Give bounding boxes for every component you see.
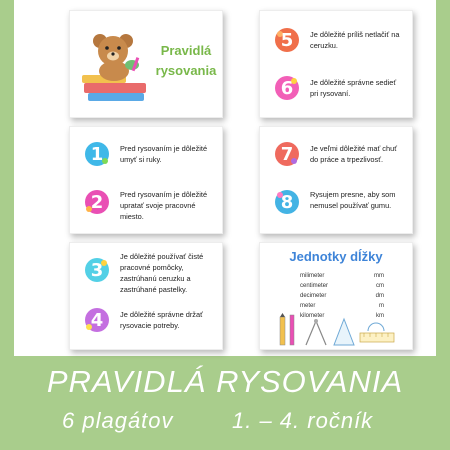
unit-abbr: cm (376, 283, 384, 289)
rules-7-8-card (259, 126, 413, 234)
number-7-badge (272, 139, 302, 169)
unit-name: meter (300, 303, 316, 309)
svg-text:6: 6 (280, 78, 294, 99)
poster-title-line2: rysovania (155, 63, 217, 78)
rule-5-row (260, 17, 412, 67)
rule-8-row (260, 179, 412, 229)
unit-row (300, 301, 384, 311)
rule-7-text: Je veľmi dôležité mať chuť do práce a trpezlivosť. (310, 144, 397, 164)
number-8-badge (272, 187, 302, 217)
rule-4-row (70, 297, 222, 347)
banner-subtitle-posters: 6 plagátov (62, 408, 174, 433)
number-2-badge (82, 187, 112, 217)
unit-row (300, 281, 384, 291)
poster-area (14, 0, 436, 356)
rules-3-4-card (69, 242, 223, 350)
number-6-badge (272, 73, 302, 103)
poster-title (150, 41, 222, 81)
unit-row (300, 271, 384, 281)
svg-text:8: 8 (280, 192, 294, 213)
number-4-badge (82, 305, 112, 335)
unit-name: kilometer (300, 313, 325, 319)
banner-title: PRAVIDLÁ RYSOVANIA (46, 364, 404, 399)
rule-6-text: Je dôležité správne sedieť pri rysovaní. (310, 78, 397, 98)
unit-abbr: km (376, 313, 384, 319)
svg-text:5: 5 (280, 30, 294, 51)
number-1-badge (82, 139, 112, 169)
unit-abbr: m (379, 303, 384, 309)
length-units-card (259, 242, 413, 350)
number-3-badge (82, 255, 112, 285)
teddy-bear-illustration (78, 21, 152, 109)
unit-abbr: dm (375, 293, 384, 299)
svg-text:4: 4 (90, 310, 104, 331)
svg-text:2: 2 (90, 192, 104, 213)
svg-text:3: 3 (90, 260, 104, 281)
rule-3-text: Je dôležité používať čisté pracovné pomôcky, zastrúhanú ceruzku a zastrúhané pastelky. (120, 252, 204, 294)
rule-2-text: Pred rysovaním je dôležité upratať svoje pracovné miesto. (120, 190, 208, 221)
rule-8-text: Rysujem presne, aby som nemusel používať gumu. (310, 190, 396, 210)
svg-text:7: 7 (280, 144, 294, 165)
rules-5-6-card (259, 10, 413, 118)
unit-name: milimeter (300, 273, 325, 279)
rule-7-row (260, 131, 412, 181)
rule-4-text: Je dôležité správne držať rysovacie potreby. (120, 310, 203, 330)
unit-abbr: mm (374, 273, 384, 279)
banner-subtitle-grades: 1. – 4. ročník (232, 408, 374, 433)
rule-2-row (70, 179, 222, 229)
rule-1-text: Pred rysovaním je dôležité umyť si ruky. (120, 144, 208, 164)
unit-row (300, 291, 384, 301)
drawing-tools-illustration (276, 313, 398, 347)
rules-1-2-card (69, 126, 223, 234)
number-5-badge (272, 25, 302, 55)
title-poster-card (69, 10, 223, 118)
poster-title-line1: Pravidlá (160, 43, 212, 58)
length-units-title: Jednotky dĺžky (289, 249, 383, 264)
unit-name: centimeter (300, 283, 329, 289)
rule-5-text: Je dôležité príliš netlačiť na ceruzku. (310, 30, 400, 50)
svg-text:1: 1 (90, 144, 104, 165)
rule-3-row (70, 247, 222, 297)
rule-1-row (70, 131, 222, 181)
rule-6-row (260, 65, 412, 115)
unit-name: decimeter (300, 293, 327, 299)
